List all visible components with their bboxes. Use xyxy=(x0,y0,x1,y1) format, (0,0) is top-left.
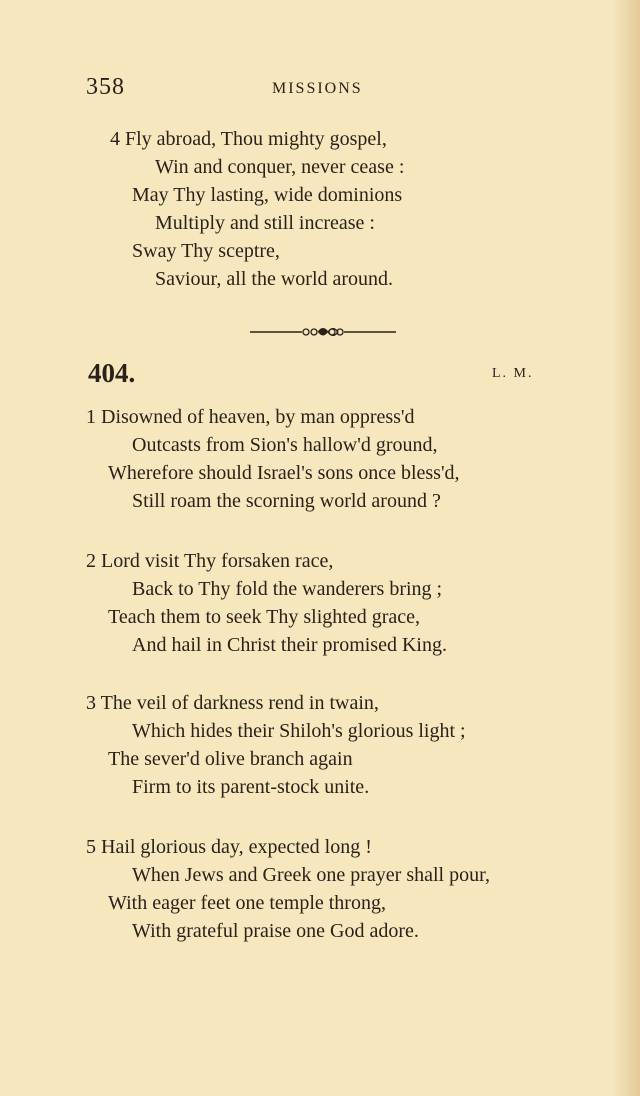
stanza-line: Back to Thy fold the wanderers bring ; xyxy=(132,578,443,600)
prev-stanza-line: Saviour, all the world around. xyxy=(155,268,394,290)
stanza-line: And hail in Christ their promised King. xyxy=(132,634,447,656)
stanza-line: Still roam the scorning world around ? xyxy=(132,490,441,512)
page-edge-shadow xyxy=(612,0,640,1096)
stanza-line: Wherefore should Israel's sons once bless'd, xyxy=(108,462,460,484)
stanza-line: The sever'd olive branch again xyxy=(108,748,353,770)
prev-stanza-line: 4 Fly abroad, Thou mighty gospel, xyxy=(110,128,387,150)
stanza-line: Which hides their Shiloh's glorious light ; xyxy=(132,720,466,742)
hymn-meter: L. M. xyxy=(492,366,534,381)
stanza-line: When Jews and Greek one prayer shall pour, xyxy=(132,864,490,886)
prev-stanza-line: Multiply and still increase : xyxy=(155,212,375,234)
stanza-line: 5 Hail glorious day, expected long ! xyxy=(86,836,372,858)
stanza-line: With eager feet one temple throng, xyxy=(108,892,386,914)
prev-stanza-line: Win and conquer, never cease : xyxy=(155,156,405,178)
prev-stanza-line: Sway Thy sceptre, xyxy=(132,240,280,262)
stanza-line: 3 The veil of darkness rend in twain, xyxy=(86,692,379,714)
ornamental-divider xyxy=(250,322,396,342)
stanza-line: Outcasts from Sion's hallow'd ground, xyxy=(132,434,438,456)
stanza-line: 2 Lord visit Thy forsaken race, xyxy=(86,550,334,572)
stanza-line: Teach them to seek Thy slighted grace, xyxy=(108,606,421,628)
page-header xyxy=(86,74,386,104)
page-number: 358 xyxy=(86,74,125,100)
running-title: MISSIONS xyxy=(272,80,363,97)
stanza-line: 1 Disowned of heaven, by man oppress'd xyxy=(86,406,415,428)
stanza-line: With grateful praise one God adore. xyxy=(132,920,419,942)
stanza-line: Firm to its parent-stock unite. xyxy=(132,776,370,798)
hymn-number: 404. xyxy=(88,358,136,388)
prev-stanza-line: May Thy lasting, wide dominions xyxy=(132,184,403,206)
